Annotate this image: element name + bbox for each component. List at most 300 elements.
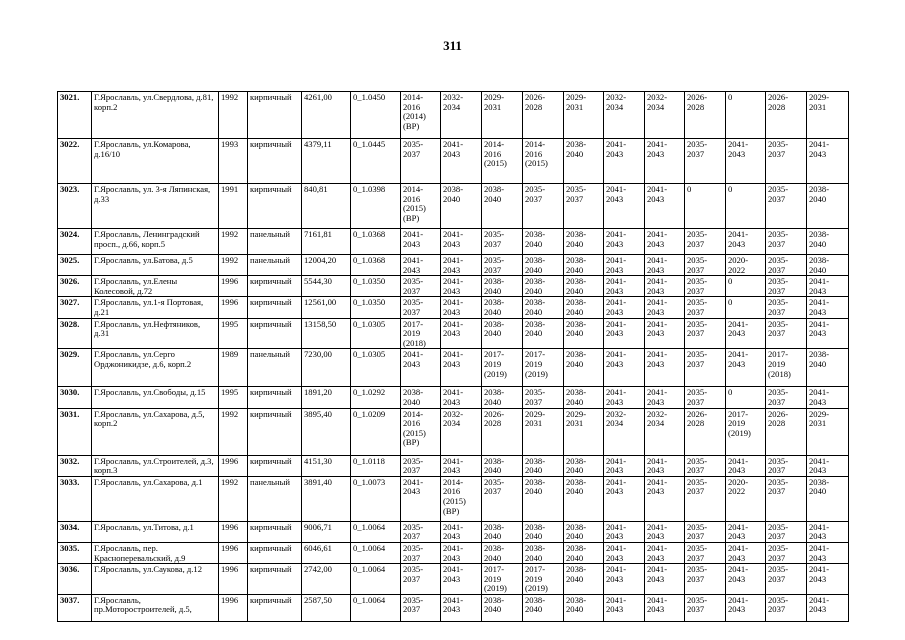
year-cell: 1996 xyxy=(219,455,248,476)
period-cell: 2041-2043 xyxy=(645,476,685,521)
address-cell: Г.Ярославль, ул.Строителей, д.3, корп.3 xyxy=(92,455,219,476)
period-cell: 2041-2043 xyxy=(604,387,645,408)
period-cell: 2038-2040 xyxy=(564,349,604,387)
row-number: 3026. xyxy=(58,276,92,297)
period-cell: 2035-2037 xyxy=(766,594,807,621)
row-number: 3023. xyxy=(58,184,92,229)
period-cell: 2041-2043 xyxy=(604,349,645,387)
period-cell: 2038-2040 xyxy=(807,184,849,229)
material-cell: кирпичный xyxy=(248,276,302,297)
material-cell: панельный xyxy=(248,229,302,255)
year-cell: 1989 xyxy=(219,349,248,387)
address-cell: Г.Ярославль, ул.Нефтяников, д.31 xyxy=(92,318,219,349)
period-cell: 2017-2019 (2019) xyxy=(726,408,766,455)
housing-registry-table xyxy=(57,91,849,622)
period-cell: 2035-2037 xyxy=(685,297,726,318)
row-number: 3030. xyxy=(58,387,92,408)
period-cell: 2035-2037 xyxy=(482,255,523,276)
period-cell: 2035-2037 xyxy=(766,564,807,595)
period-cell: 2038-2040 xyxy=(807,229,849,255)
row-number: 3036. xyxy=(58,564,92,595)
area-cell: 3891,40 xyxy=(302,476,351,521)
material-cell: кирпичный xyxy=(248,542,302,563)
period-cell: 2041-2043 xyxy=(807,139,849,184)
period-cell: 2038-2040 xyxy=(523,542,564,563)
period-cell: 2035-2037 xyxy=(401,564,441,595)
row-number: 3032. xyxy=(58,455,92,476)
period-cell: 2038-2040 xyxy=(564,455,604,476)
material-cell: кирпичный xyxy=(248,297,302,318)
period-cell: 2035-2037 xyxy=(766,297,807,318)
year-cell: 1996 xyxy=(219,542,248,563)
period-cell: 2017-2019 (2019) xyxy=(523,564,564,595)
period-cell: 2038-2040 xyxy=(564,521,604,542)
period-cell: 2041-2043 xyxy=(401,349,441,387)
material-cell: кирпичный xyxy=(248,184,302,229)
period-cell: 2035-2037 xyxy=(685,542,726,563)
table-row xyxy=(58,184,849,229)
year-cell: 1996 xyxy=(219,594,248,621)
period-cell: 2041-2043 xyxy=(604,139,645,184)
period-cell: 2041-2043 xyxy=(645,184,685,229)
area-cell: 5544,30 xyxy=(302,276,351,297)
period-cell: 2035-2037 xyxy=(401,139,441,184)
period-cell: 2041-2043 xyxy=(604,476,645,521)
address-cell: Г.Ярославль, ул.Батова, д.5 xyxy=(92,255,219,276)
period-cell: 2032-2034 xyxy=(441,408,482,455)
period-cell: 2014-2016 (2015) xyxy=(482,139,523,184)
period-cell: 2041-2043 xyxy=(604,318,645,349)
row-number: 3024. xyxy=(58,229,92,255)
period-cell: 2041-2043 xyxy=(441,297,482,318)
period-cell: 2041-2043 xyxy=(604,276,645,297)
material-cell: кирпичный xyxy=(248,594,302,621)
period-cell: 2014-2016 (2015) (ВР) xyxy=(401,408,441,455)
period-cell: 2032-2034 xyxy=(645,92,685,139)
period-cell: 2035-2037 xyxy=(766,521,807,542)
address-cell: Г.Ярославль, ул.Свободы, д.15 xyxy=(92,387,219,408)
address-cell: Г.Ярославль, ул.Свердлова, д.81, корп.2 xyxy=(92,92,219,139)
row-number: 3037. xyxy=(58,594,92,621)
year-cell: 1996 xyxy=(219,297,248,318)
address-cell: Г.Ярославль, ул.Елены Колесовой, д.72 xyxy=(92,276,219,297)
period-cell: 2041-2043 xyxy=(807,455,849,476)
period-cell: 2041-2043 xyxy=(645,387,685,408)
material-cell: кирпичный xyxy=(248,387,302,408)
year-cell: 1992 xyxy=(219,408,248,455)
code-cell: 0_1.0064 xyxy=(351,594,401,621)
code-cell: 0_1.0445 xyxy=(351,139,401,184)
period-cell: 2041-2043 xyxy=(807,297,849,318)
code-cell: 0_1.0450 xyxy=(351,92,401,139)
period-cell: 2035-2037 xyxy=(482,476,523,521)
table-row xyxy=(58,594,849,621)
period-cell: 2038-2040 xyxy=(807,349,849,387)
period-cell: 2020-2022 xyxy=(726,476,766,521)
period-cell: 2038-2040 xyxy=(482,297,523,318)
period-cell: 2035-2037 xyxy=(401,276,441,297)
period-cell: 0 xyxy=(726,297,766,318)
period-cell: 2041-2043 xyxy=(604,455,645,476)
period-cell: 2041-2043 xyxy=(441,139,482,184)
period-cell: 2029-2031 xyxy=(523,408,564,455)
area-cell: 1891,20 xyxy=(302,387,351,408)
period-cell: 2029-2031 xyxy=(807,408,849,455)
area-cell: 2587,50 xyxy=(302,594,351,621)
year-cell: 1993 xyxy=(219,139,248,184)
period-cell: 2041-2043 xyxy=(807,318,849,349)
period-cell: 2038-2040 xyxy=(523,318,564,349)
period-cell: 2038-2040 xyxy=(564,276,604,297)
period-cell: 2041-2043 xyxy=(726,542,766,563)
area-cell: 12561,00 xyxy=(302,297,351,318)
period-cell: 2041-2043 xyxy=(645,455,685,476)
period-cell: 2038-2040 xyxy=(523,255,564,276)
address-cell: Г.Ярославль, Ленинградский просп., д.66, корп.5 xyxy=(92,229,219,255)
period-cell: 2035-2037 xyxy=(766,229,807,255)
period-cell: 2035-2037 xyxy=(685,521,726,542)
row-number: 3035. xyxy=(58,542,92,563)
period-cell: 2032-2034 xyxy=(645,408,685,455)
period-cell: 2041-2043 xyxy=(726,521,766,542)
period-cell: 2038-2040 xyxy=(807,476,849,521)
period-cell: 2020-2022 xyxy=(726,255,766,276)
material-cell: панельный xyxy=(248,476,302,521)
row-number: 3033. xyxy=(58,476,92,521)
period-cell: 2035-2037 xyxy=(766,387,807,408)
period-cell: 2041-2043 xyxy=(645,521,685,542)
period-cell: 2041-2043 xyxy=(401,476,441,521)
year-cell: 1991 xyxy=(219,184,248,229)
year-cell: 1992 xyxy=(219,92,248,139)
period-cell: 2038-2040 xyxy=(401,387,441,408)
code-cell: 0_1.0064 xyxy=(351,521,401,542)
period-cell: 2026-2028 xyxy=(766,92,807,139)
row-number: 3028. xyxy=(58,318,92,349)
period-cell: 2041-2043 xyxy=(807,564,849,595)
material-cell: кирпичный xyxy=(248,521,302,542)
table-row xyxy=(58,318,849,349)
period-cell: 2035-2037 xyxy=(564,184,604,229)
address-cell: Г.Ярославль, ул.Титова, д.1 xyxy=(92,521,219,542)
table-row xyxy=(58,455,849,476)
area-cell: 2742,00 xyxy=(302,564,351,595)
period-cell: 2035-2037 xyxy=(685,594,726,621)
period-cell: 2032-2034 xyxy=(441,92,482,139)
table-row xyxy=(58,276,849,297)
period-cell: 2038-2040 xyxy=(564,594,604,621)
period-cell: 2041-2043 xyxy=(726,564,766,595)
code-cell: 0_1.0368 xyxy=(351,255,401,276)
table-row xyxy=(58,297,849,318)
period-cell: 2014-2016 (2015) xyxy=(523,139,564,184)
area-cell: 7161,81 xyxy=(302,229,351,255)
row-number: 3029. xyxy=(58,349,92,387)
material-cell: кирпичный xyxy=(248,564,302,595)
code-cell: 0_1.0350 xyxy=(351,297,401,318)
period-cell: 2035-2037 xyxy=(766,318,807,349)
period-cell: 2041-2043 xyxy=(604,564,645,595)
period-cell: 2041-2043 xyxy=(441,455,482,476)
period-cell: 2029-2031 xyxy=(564,408,604,455)
period-cell: 2038-2040 xyxy=(523,594,564,621)
period-cell: 2038-2040 xyxy=(564,229,604,255)
period-cell: 2041-2043 xyxy=(807,521,849,542)
period-cell: 2041-2043 xyxy=(645,139,685,184)
table-row xyxy=(58,564,849,595)
area-cell: 4261,00 xyxy=(302,92,351,139)
period-cell: 2041-2043 xyxy=(645,229,685,255)
period-cell: 2014-2016 (2015) (ВР) xyxy=(441,476,482,521)
period-cell: 2041-2043 xyxy=(604,594,645,621)
code-cell: 0_1.0305 xyxy=(351,318,401,349)
period-cell: 2038-2040 xyxy=(564,476,604,521)
table-row xyxy=(58,139,849,184)
period-cell: 2035-2037 xyxy=(685,349,726,387)
period-cell: 2041-2043 xyxy=(441,255,482,276)
period-cell: 2041-2043 xyxy=(441,349,482,387)
period-cell: 2038-2040 xyxy=(482,521,523,542)
code-cell: 0_1.0118 xyxy=(351,455,401,476)
period-cell: 2035-2037 xyxy=(766,276,807,297)
row-number: 3025. xyxy=(58,255,92,276)
row-number: 3021. xyxy=(58,92,92,139)
period-cell: 2014-2016 (2014) (ВР) xyxy=(401,92,441,139)
code-cell: 0_1.0209 xyxy=(351,408,401,455)
period-cell: 0 xyxy=(726,387,766,408)
row-number: 3027. xyxy=(58,297,92,318)
area-cell: 9006,71 xyxy=(302,521,351,542)
period-cell: 2038-2040 xyxy=(482,455,523,476)
period-cell: 2038-2040 xyxy=(564,318,604,349)
period-cell: 2035-2037 xyxy=(685,564,726,595)
code-cell: 0_1.0064 xyxy=(351,564,401,595)
period-cell: 2035-2037 xyxy=(766,184,807,229)
period-cell: 2026-2028 xyxy=(482,408,523,455)
period-cell: 2038-2040 xyxy=(482,318,523,349)
period-cell: 2035-2037 xyxy=(766,455,807,476)
period-cell: 2017-2019 (2018) xyxy=(401,318,441,349)
period-cell: 2041-2043 xyxy=(726,139,766,184)
area-cell: 6046,61 xyxy=(302,542,351,563)
table-row xyxy=(58,542,849,563)
period-cell: 2017-2019 (2019) xyxy=(523,349,564,387)
period-cell: 2038-2040 xyxy=(482,276,523,297)
period-cell: 2035-2037 xyxy=(401,455,441,476)
period-cell: 2041-2043 xyxy=(726,594,766,621)
period-cell: 2041-2043 xyxy=(604,521,645,542)
period-cell: 2035-2037 xyxy=(685,276,726,297)
table-row xyxy=(58,387,849,408)
period-cell: 2035-2037 xyxy=(685,139,726,184)
period-cell: 2041-2043 xyxy=(645,542,685,563)
year-cell: 1995 xyxy=(219,318,248,349)
period-cell: 2041-2043 xyxy=(401,255,441,276)
period-cell: 2035-2037 xyxy=(401,521,441,542)
period-cell: 0 xyxy=(726,276,766,297)
table-row xyxy=(58,349,849,387)
period-cell: 2014-2016 (2015) (ВР) xyxy=(401,184,441,229)
period-cell: 2041-2043 xyxy=(441,542,482,563)
period-cell: 0 xyxy=(685,184,726,229)
row-number: 3031. xyxy=(58,408,92,455)
period-cell: 2041-2043 xyxy=(807,542,849,563)
period-cell: 2041-2043 xyxy=(645,594,685,621)
table-row xyxy=(58,229,849,255)
address-cell: Г.Ярославль, ул.Саукова, д.12 xyxy=(92,564,219,595)
period-cell: 2038-2040 xyxy=(482,594,523,621)
period-cell: 2041-2043 xyxy=(604,297,645,318)
period-cell: 2029-2031 xyxy=(807,92,849,139)
year-cell: 1996 xyxy=(219,521,248,542)
table-row xyxy=(58,521,849,542)
table-row xyxy=(58,408,849,455)
period-cell: 2041-2043 xyxy=(645,564,685,595)
code-cell: 0_1.0064 xyxy=(351,542,401,563)
address-cell: Г.Ярославль, ул.1-я Портовая, д.21 xyxy=(92,297,219,318)
material-cell: кирпичный xyxy=(248,139,302,184)
period-cell: 2038-2040 xyxy=(482,387,523,408)
period-cell: 2041-2043 xyxy=(441,594,482,621)
period-cell: 2041-2043 xyxy=(726,229,766,255)
table-row xyxy=(58,476,849,521)
period-cell: 2038-2040 xyxy=(482,184,523,229)
period-cell: 2041-2043 xyxy=(726,318,766,349)
period-cell: 2017-2019 (2019) xyxy=(482,564,523,595)
code-cell: 0_1.0073 xyxy=(351,476,401,521)
period-cell: 2035-2037 xyxy=(766,542,807,563)
area-cell: 840,81 xyxy=(302,184,351,229)
period-cell: 2029-2031 xyxy=(482,92,523,139)
material-cell: панельный xyxy=(248,349,302,387)
period-cell: 2038-2040 xyxy=(523,521,564,542)
period-cell: 2041-2043 xyxy=(441,229,482,255)
table-body xyxy=(58,92,849,622)
row-number: 3034. xyxy=(58,521,92,542)
period-cell: 2041-2043 xyxy=(645,297,685,318)
period-cell: 2038-2040 xyxy=(523,276,564,297)
address-cell: Г.Ярославль, ул. 3-я Ляпинская, д.33 xyxy=(92,184,219,229)
table-row xyxy=(58,255,849,276)
code-cell: 0_1.0292 xyxy=(351,387,401,408)
year-cell: 1996 xyxy=(219,564,248,595)
material-cell: кирпичный xyxy=(248,455,302,476)
period-cell: 2041-2043 xyxy=(604,542,645,563)
code-cell: 0_1.0398 xyxy=(351,184,401,229)
period-cell: 2038-2040 xyxy=(564,255,604,276)
period-cell: 0 xyxy=(726,184,766,229)
period-cell: 2038-2040 xyxy=(564,564,604,595)
period-cell: 2041-2043 xyxy=(604,184,645,229)
period-cell: 2035-2037 xyxy=(685,255,726,276)
period-cell: 2041-2043 xyxy=(604,255,645,276)
period-cell: 2035-2037 xyxy=(523,184,564,229)
period-cell: 2029-2031 xyxy=(564,92,604,139)
area-cell: 3895,40 xyxy=(302,408,351,455)
period-cell: 2017-2019 (2018) xyxy=(766,349,807,387)
period-cell: 2017-2019 (2019) xyxy=(482,349,523,387)
period-cell: 2041-2043 xyxy=(441,276,482,297)
period-cell: 2035-2037 xyxy=(685,387,726,408)
period-cell: 2041-2043 xyxy=(604,229,645,255)
area-cell: 13158,50 xyxy=(302,318,351,349)
period-cell: 0 xyxy=(726,92,766,139)
year-cell: 1992 xyxy=(219,476,248,521)
row-number: 3022. xyxy=(58,139,92,184)
period-cell: 2035-2037 xyxy=(482,229,523,255)
address-cell: Г.Ярославль, ул.Сахарова, д.1 xyxy=(92,476,219,521)
year-cell: 1995 xyxy=(219,387,248,408)
area-cell: 7230,00 xyxy=(302,349,351,387)
period-cell: 2038-2040 xyxy=(564,387,604,408)
period-cell: 2035-2037 xyxy=(523,387,564,408)
area-cell: 4379,11 xyxy=(302,139,351,184)
period-cell: 2035-2037 xyxy=(401,542,441,563)
code-cell: 0_1.0305 xyxy=(351,349,401,387)
material-cell: кирпичный xyxy=(248,92,302,139)
period-cell: 2041-2043 xyxy=(645,255,685,276)
period-cell: 2035-2037 xyxy=(685,476,726,521)
period-cell: 2026-2028 xyxy=(523,92,564,139)
period-cell: 2035-2037 xyxy=(766,139,807,184)
period-cell: 2035-2037 xyxy=(685,455,726,476)
period-cell: 2035-2037 xyxy=(685,318,726,349)
period-cell: 2041-2043 xyxy=(441,318,482,349)
period-cell: 2041-2043 xyxy=(401,229,441,255)
period-cell: 2041-2043 xyxy=(645,349,685,387)
period-cell: 2041-2043 xyxy=(645,318,685,349)
period-cell: 2041-2043 xyxy=(807,387,849,408)
period-cell: 2038-2040 xyxy=(564,139,604,184)
period-cell: 2026-2028 xyxy=(766,408,807,455)
period-cell: 2035-2037 xyxy=(766,255,807,276)
period-cell: 2041-2043 xyxy=(441,521,482,542)
material-cell: кирпичный xyxy=(248,408,302,455)
period-cell: 2038-2040 xyxy=(441,184,482,229)
material-cell: панельный xyxy=(248,255,302,276)
page-number: 311 xyxy=(443,38,462,53)
period-cell: 2038-2040 xyxy=(564,297,604,318)
period-cell: 2038-2040 xyxy=(523,476,564,521)
period-cell: 2041-2043 xyxy=(645,276,685,297)
period-cell: 2038-2040 xyxy=(564,542,604,563)
period-cell: 2038-2040 xyxy=(482,542,523,563)
period-cell: 2032-2034 xyxy=(604,92,645,139)
year-cell: 1996 xyxy=(219,276,248,297)
year-cell: 1992 xyxy=(219,255,248,276)
period-cell: 2026-2028 xyxy=(685,92,726,139)
address-cell: Г.Ярославль, пр.Моторостроителей, д.5, xyxy=(92,594,219,621)
period-cell: 2041-2043 xyxy=(807,276,849,297)
period-cell: 2026-2028 xyxy=(685,408,726,455)
table-row xyxy=(58,92,849,139)
area-cell: 4151,30 xyxy=(302,455,351,476)
address-cell: Г.Ярославль, ул.Сахарова, д.5, корп.2 xyxy=(92,408,219,455)
period-cell: 2035-2037 xyxy=(685,229,726,255)
address-cell: Г.Ярославль, пер. Красноперевальский, д.9 xyxy=(92,542,219,563)
period-cell: 2041-2043 xyxy=(726,349,766,387)
code-cell: 0_1.0350 xyxy=(351,276,401,297)
period-cell: 2041-2043 xyxy=(807,594,849,621)
period-cell: 2038-2040 xyxy=(523,455,564,476)
material-cell: кирпичный xyxy=(248,318,302,349)
period-cell: 2035-2037 xyxy=(401,297,441,318)
period-cell: 2035-2037 xyxy=(766,476,807,521)
period-cell: 2038-2040 xyxy=(807,255,849,276)
code-cell: 0_1.0368 xyxy=(351,229,401,255)
period-cell: 2038-2040 xyxy=(523,229,564,255)
period-cell: 2035-2037 xyxy=(401,594,441,621)
